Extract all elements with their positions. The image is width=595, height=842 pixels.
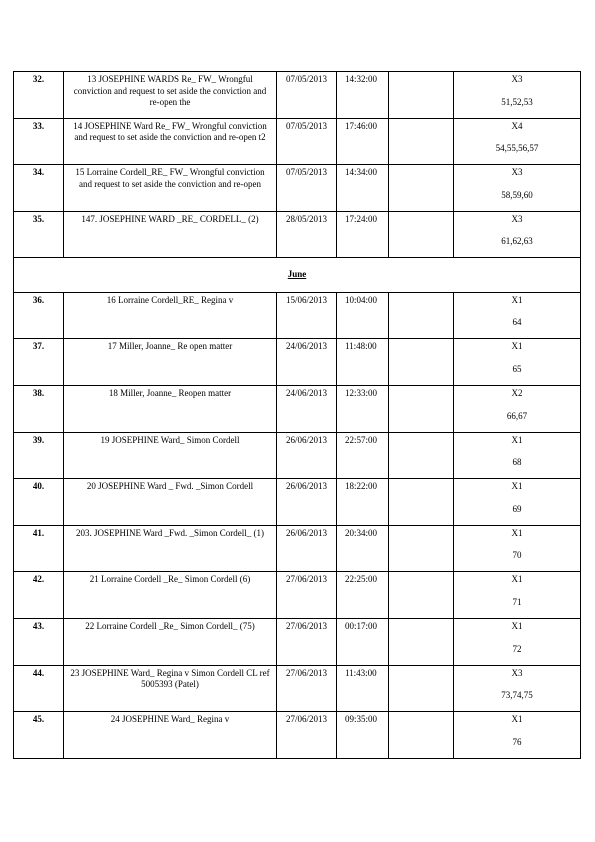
document-time: 10:04:00 (337, 292, 389, 339)
row-number: 35. (14, 211, 64, 258)
document-time: 17:24:00 (337, 211, 389, 258)
row-number: 43. (14, 619, 64, 666)
document-title: 203. JOSEPHINE Ward _Fwd. _Simon Cordell_ (1) (64, 525, 277, 572)
exhibit-reference (454, 432, 581, 479)
document-title: 17 Miller, Joanne_ Re open matter (64, 339, 277, 386)
exhibit-reference (454, 386, 581, 433)
document-title: 19 JOSEPHINE Ward_ Simon Cordell (64, 432, 277, 479)
table-row (14, 339, 581, 386)
exhibit-reference (454, 211, 581, 258)
document-time: 17:46:00 (337, 118, 389, 165)
exhibit-pages: 64 (512, 317, 522, 328)
exhibit-count: X1 (511, 434, 523, 445)
document-time: 22:25:00 (337, 572, 389, 619)
table-row (14, 619, 581, 666)
exhibit-count: X1 (511, 621, 523, 632)
document-date: 27/06/2013 (277, 712, 337, 759)
blank-cell (389, 432, 454, 479)
exhibit-count: X3 (511, 667, 523, 678)
month-section (14, 258, 581, 293)
blank-cell (389, 386, 454, 433)
exhibit-pages: 69 (512, 503, 522, 514)
month-heading: June (14, 258, 581, 293)
blank-cell (389, 72, 454, 119)
document-date: 27/06/2013 (277, 665, 337, 712)
table-row (14, 165, 581, 212)
exhibit-reference (454, 619, 581, 666)
document-date: 28/05/2013 (277, 211, 337, 258)
document-title: 15 Lorraine Cordell_RE_ FW_ Wrongful conviction and request to set aside the conviction and re-open (64, 165, 277, 212)
document-date: 07/05/2013 (277, 165, 337, 212)
table-row (14, 72, 581, 119)
row-number: 33. (14, 118, 64, 165)
document-time: 00:17:00 (337, 619, 389, 666)
document-date: 24/06/2013 (277, 386, 337, 433)
exhibit-reference (454, 72, 581, 119)
blank-cell (389, 712, 454, 759)
row-number: 36. (14, 292, 64, 339)
document-title: 24 JOSEPHINE Ward_ Regina v (64, 712, 277, 759)
exhibit-pages: 65 (512, 363, 522, 374)
document-date: 27/06/2013 (277, 572, 337, 619)
exhibit-reference (454, 712, 581, 759)
document-title: 23 JOSEPHINE Ward_ Regina v Simon Cordell CL ref 5005393 (Patel) (64, 665, 277, 712)
exhibit-reference (454, 118, 581, 165)
document-title: 147. JOSEPHINE WARD _RE_ CORDELL_ (2) (64, 211, 277, 258)
row-number: 40. (14, 479, 64, 526)
exhibit-count: X2 (511, 388, 523, 399)
document-title: 22 Lorraine Cordell _Re_ Simon Cordell_ (75) (64, 619, 277, 666)
document-title: 16 Lorraine Cordell_RE_ Regina v (64, 292, 277, 339)
document-date: 07/05/2013 (277, 118, 337, 165)
exhibit-count: X1 (511, 294, 523, 305)
blank-cell (389, 165, 454, 212)
exhibit-reference (454, 165, 581, 212)
blank-cell (389, 525, 454, 572)
document-date: 26/06/2013 (277, 525, 337, 572)
row-number: 41. (14, 525, 64, 572)
blank-cell (389, 292, 454, 339)
document-date: 15/06/2013 (277, 292, 337, 339)
exhibit-reference (454, 665, 581, 712)
blank-cell (389, 211, 454, 258)
document-time: 20:34:00 (337, 525, 389, 572)
table-row (14, 211, 581, 258)
exhibit-count: X1 (511, 574, 523, 585)
document-title: 14 JOSEPHINE Ward Re_ FW_ Wrongful conviction and request to set aside the conviction and re-open t2 (64, 118, 277, 165)
blank-cell (389, 619, 454, 666)
blank-cell (389, 665, 454, 712)
exhibit-reference (454, 525, 581, 572)
table-row (14, 665, 581, 712)
document-date: 26/06/2013 (277, 432, 337, 479)
blank-cell (389, 572, 454, 619)
table-row (14, 292, 581, 339)
row-number: 38. (14, 386, 64, 433)
row-number: 45. (14, 712, 64, 759)
exhibit-count: X4 (511, 120, 523, 131)
exhibit-pages: 58,59,60 (501, 189, 533, 200)
exhibit-pages: 54,55,56,57 (495, 143, 539, 154)
row-number: 42. (14, 572, 64, 619)
row-number: 37. (14, 339, 64, 386)
exhibit-pages: 51,52,53 (501, 96, 533, 107)
month-heading-row (14, 258, 581, 293)
exhibit-pages: 66,67 (506, 410, 528, 421)
document-date: 07/05/2013 (277, 72, 337, 119)
document-time: 11:43:00 (337, 665, 389, 712)
blank-cell (389, 118, 454, 165)
document-time: 14:32:00 (337, 72, 389, 119)
document-title: 18 Miller, Joanne_ Reopen matter (64, 386, 277, 433)
document-time: 18:22:00 (337, 479, 389, 526)
exhibit-reference (454, 479, 581, 526)
exhibit-reference (454, 572, 581, 619)
document-time: 11:48:00 (337, 339, 389, 386)
exhibit-reference (454, 292, 581, 339)
table-row (14, 432, 581, 479)
table-row (14, 479, 581, 526)
exhibit-pages: 70 (512, 550, 522, 561)
exhibit-pages: 61,62,63 (501, 236, 533, 247)
document-date: 24/06/2013 (277, 339, 337, 386)
row-number: 39. (14, 432, 64, 479)
exhibit-count: X3 (511, 74, 523, 84)
document-time: 22:57:00 (337, 432, 389, 479)
document-time: 14:34:00 (337, 165, 389, 212)
document-title: 21 Lorraine Cordell _Re_ Simon Cordell (6) (64, 572, 277, 619)
blank-cell (389, 339, 454, 386)
row-number: 44. (14, 665, 64, 712)
table-row (14, 525, 581, 572)
exhibit-count: X3 (511, 167, 523, 178)
document-date: 26/06/2013 (277, 479, 337, 526)
exhibit-count: X3 (511, 213, 523, 224)
exhibit-pages: 72 (512, 643, 522, 654)
document-index-table (13, 71, 581, 759)
exhibit-pages: 71 (512, 596, 522, 607)
document-time: 09:35:00 (337, 712, 389, 759)
row-number: 32. (14, 72, 64, 119)
row-number: 34. (14, 165, 64, 212)
table-row (14, 386, 581, 433)
table-row (14, 118, 581, 165)
table-row (14, 712, 581, 759)
exhibit-count: X1 (511, 481, 523, 492)
document-time: 12:33:00 (337, 386, 389, 433)
document-date: 27/06/2013 (277, 619, 337, 666)
exhibit-count: X1 (511, 527, 523, 538)
rows-may (14, 72, 581, 258)
exhibit-reference (454, 339, 581, 386)
blank-cell (389, 479, 454, 526)
exhibit-count: X1 (511, 714, 523, 725)
exhibit-count: X1 (511, 341, 523, 352)
document-title: 20 JOSEPHINE Ward _ Fwd. _Simon Cordell (64, 479, 277, 526)
exhibit-pages: 73,74,75 (501, 690, 533, 701)
rows-june (14, 292, 581, 758)
table-row (14, 572, 581, 619)
exhibit-pages: 76 (512, 736, 522, 747)
exhibit-pages: 68 (512, 457, 522, 468)
document-title: 13 JOSEPHINE WARDS Re_ FW_ Wrongful conviction and request to set aside the conviction and re-open the (64, 72, 277, 119)
